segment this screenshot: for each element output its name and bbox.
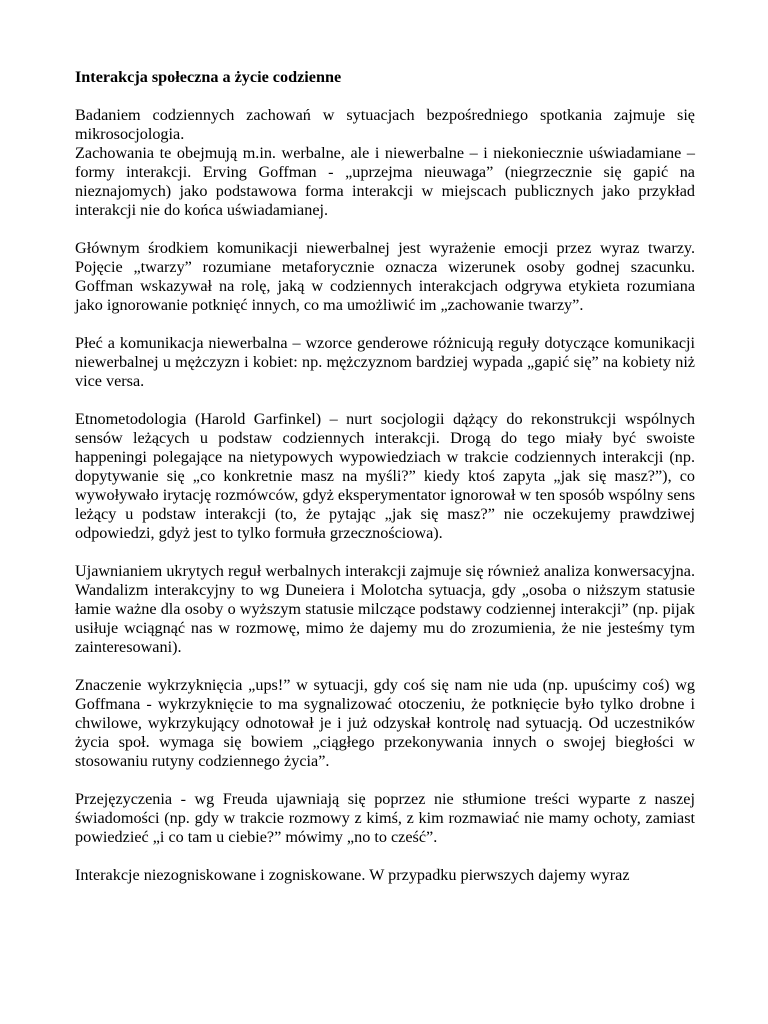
paragraph-analiza-konwersacyjna: Ujawnianiem ukrytych reguł werbalnych interakcji zajmuje się również analiza konwersacyjna. Wandalizm interakcyjny to wg Duneiera i Molotcha sytuacja, gdy „osoba o niższym statusie łamie ważne dla osoby o wyższym statusie milczące podstawy codziennej interakcji” (np. pijak usiłuje wciągnąć nas w rozmowę, mimo że dajemy mu do zrozumienia, że nie jesteśmy tym zainteresowani). (75, 562, 695, 656)
paragraph-plec-komunikacja: Płeć a komunikacja niewerbalna – wzorce genderowe różnicują reguły dotyczące komunikacji niewerbalnej u mężczyzn i kobiet: np. mężczyznom bardziej wypada „gapić się” na kobiety niż vice versa. (75, 334, 695, 390)
paragraph-mikrosocjologia: Badaniem codziennych zachowań w sytuacjach bezpośredniego spotkania zajmuje się mikrosocjologia. (75, 106, 695, 143)
document-title: Interakcja społeczna a życie codzienne (75, 68, 342, 86)
paragraph-interakcje-zogniskowane: Interakcje niezogniskowane i zogniskowane. W przypadku pierwszych dajemy wyraz (75, 866, 630, 884)
paragraph-goffman-nieuwaga: Zachowania te obejmują m.in. werbalne, ale i niewerbalne – i niekoniecznie uświadamiane – formy interakcji. Erving Goffman - „uprzejma nieuwaga” (niegrzecznie się gapić na nieznajomych) jako podstawowa forma interakcji w miejscach publicznych jako przykład interakcji nie do końca uświadamianej. (75, 144, 695, 219)
paragraph-przejezyczenia: Przejęzyczenia - wg Freuda ujawniają się poprzez nie stłumione treści wyparte z naszej świadomości (np. gdy w trakcie rozmowy z kimś, z kim rozmawiać nie mamy ochoty, zamiast powiedzieć „i co tam u ciebie?” mówimy „no to cześć”. (75, 790, 695, 846)
paragraph-wyraz-twarzy: Głównym środkiem komunikacji niewerbalnej jest wyrażenie emocji przez wyraz twarzy. Pojęcie „twarzy” rozumiane metaforycznie oznacza wizerunek osoby godnej szacunku. Goffman wskazywał na rolę, jaką w codziennych interakcjach odgrywa etykieta rozumiana jako ignorowanie potknięć innych, co ma umożliwić im „zachowanie twarzy”. (75, 239, 695, 314)
paragraph-etnometodologia: Etnometodologia (Harold Garfinkel) – nurt socjologii dążący do rekonstrukcji wspólnych sensów leżących u podstaw codziennych interakcji. Drogą do tego miały być swoiste happeningi polegające na nietypowych wypowiedziach w trakcie codziennych interakcji (np. dopytywanie się „co konkretnie masz na myśli?” kiedy ktoś zapyta „jak się masz?”), co wywoływało irytację rozmówców, gdyż eksperymentator ignorował w ten sposób wspólny sens leżący u podstaw interakcji (to, że pytając „jak się masz?” nie oczekujemy prawdziwej odpowiedzi, gdyż jest to tylko formuła grzecznościowa). (75, 410, 695, 542)
document-body (75, 68, 695, 885)
paragraph-wykrzykniecie-ups: Znaczenie wykrzyknięcia „ups!” w sytuacji, gdy coś się nam nie uda (np. upuścimy coś) wg Goffmana - wykrzyknięcie to ma sygnalizować otoczeniu, że potknięcie było tylko drobne i chwilowe, wykrzykujący odnotował je i już odzyskał kontrolę nad sytuacją. Od uczestników życia społ. wymaga się bowiem „ciągłego przekonywania innych o swojej biegłości w stosowaniu rutyny codziennego życia”. (75, 676, 695, 770)
